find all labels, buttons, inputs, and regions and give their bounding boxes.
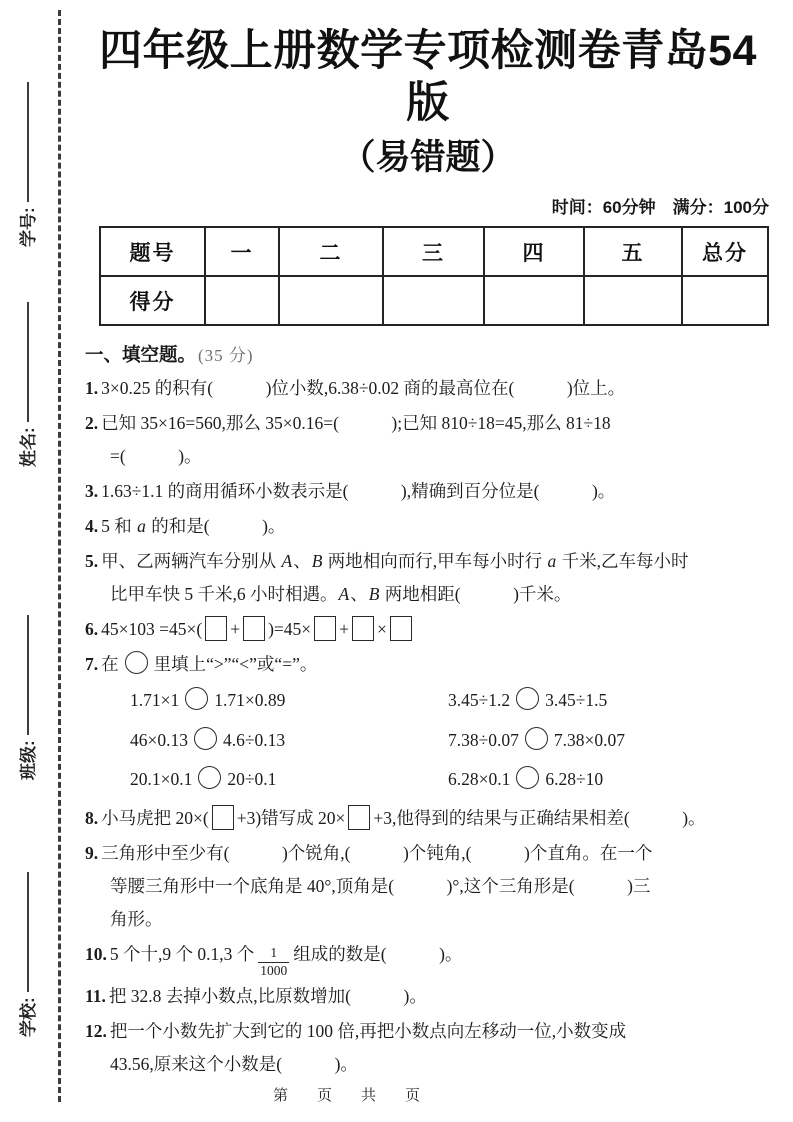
write-in-line [27,302,29,422]
exam-page [85,0,771,1083]
sidebar-field-student-id [14,82,39,247]
compare-item: 20.1×0.1 20÷0.1 [130,760,448,800]
question-5: 5. 甲、乙两辆汽车分别从 A、B 两地相向而行,甲车每小时行 a 千米,乙车每小时 比甲车快 5 千米,6 小时相遇。A、B 两地相距( )千米。 [85,551,689,604]
compare-circle [185,687,208,710]
question-number: 12. [85,1020,107,1041]
score-table-header-cell: 总分 [682,227,768,276]
score-table-header-cell: 四 [484,227,584,276]
question-12: 12. 把一个小数先扩大到它的 100 倍,再把小数点向左移动一位,小数变成 43.56,原来这个小数是( )。 [85,1020,627,1074]
question-3: 3. 1.63÷1.1 的商用循环小数表示是( ),精确到百分位是( )。 [85,481,616,501]
question-number: 6. [85,619,99,639]
write-in-line [27,872,29,992]
score-table [99,226,769,326]
write-in-line [27,615,29,735]
compare-circle [198,766,221,789]
compare-circle [194,727,217,750]
score-cell [279,276,383,325]
compare-item: 6.28×0.1 6.28÷10 [448,760,771,800]
answer-box [314,616,336,641]
sidebar-field-label: 姓名: [19,427,38,467]
answer-box [243,616,265,641]
score-table-header-cell: 三 [383,227,484,276]
question-7: 7. 在 里填上“>”“<”或“=”。 1.71×1 1.71×0.89 3.45÷1.2 3.45÷1.5 46×0.13 4.6÷0.13 7.38÷0.07 7.38×0.07 20.1×0.1 20÷0.1 6.28×0.1 6.28÷10 [85,648,771,800]
question-number: 1. [85,378,99,398]
score-table-header-cell: 一 [205,227,279,276]
compare-item: 46×0.13 4.6÷0.13 [130,721,448,761]
compare-circle [125,651,148,674]
variable: a [137,516,146,536]
answer-box [352,616,374,641]
answer-box [390,616,412,641]
section-points: (35 分) [198,346,254,365]
variable: B [368,584,380,604]
compare-item: 7.38÷0.07 7.38×0.07 [448,721,771,761]
compare-circle [516,687,539,710]
variable: A [281,551,293,571]
compare-item: 3.45÷1.2 3.45÷1.5 [448,681,771,721]
answer-box [348,805,370,830]
question-9: 9. 三角形中至少有( )个锐角,( )个钝角,( )个直角。在一个 等腰三角形中一个底角是 40°,顶角是( )°,这个三角形是( )三 角形。 [85,842,653,929]
score-table-header-cell: 二 [279,227,383,276]
score-cell [484,276,584,325]
question-number: 11. [85,985,106,1006]
variable: a [547,551,557,571]
score-cell [584,276,682,325]
score-table-header-cell: 题号 [100,227,205,276]
section-heading [85,341,771,367]
question-number: 4. [85,516,99,536]
question-number: 3. [85,481,99,501]
sidebar-field-label: 学校: [19,997,38,1037]
question-10: 10. 5 个十,9 个 0.1,3 个 $\frac{1}{1000}$ 组成的数是( )。 [85,943,463,978]
section-title: 一、填空题。 [85,344,197,365]
answer-box [212,805,234,830]
time-score-info: 时间：60分钟 满分：100分 [551,198,769,217]
question-4: 4. 5 和 a 的和是( )。 [85,516,286,536]
score-label-cell: 得分 [100,276,205,325]
compare-circle [516,766,539,789]
question-6: 6. 45×103 =45×( + )=45× + × [85,613,771,646]
question-number: 10. [85,943,107,964]
question-8: 8. 小马虎把 20×( +3)错写成 20× +3,他得到的结果与正确结果相差( )。 [85,802,771,835]
score-cell [383,276,484,325]
fraction-denominator: 1000 [260,962,288,978]
answer-box [205,616,227,641]
question-1: 1. 3×0.25 的积有( )位小数,6.38÷0.02 商的最高位在( )位上。 [85,378,626,398]
compare-grid [130,681,771,800]
fold-dashed-line [58,10,61,1102]
question-number: 8. [85,807,99,828]
page-footer: 第 页 共 页 [272,1087,427,1104]
page-subtitle: （易错题） [340,138,516,177]
score-cell [205,276,279,325]
sidebar-field-label: 学号: [19,207,38,247]
score-cell [682,276,768,325]
sidebar-field-label: 班级: [19,740,38,780]
write-in-line [27,82,29,202]
question-2: 2. 已知 35×16=560,那么 35×0.16=( );已知 810÷18=45,那么 81÷18 =( )。 [85,413,611,466]
compare-item: 1.71×1 1.71×0.89 [130,681,448,721]
question-number: 5. [85,551,99,571]
sidebar-field-school [14,872,39,1037]
question-number: 7. [85,654,99,674]
questions [85,372,771,1081]
question-number: 9. [85,842,99,863]
page-title: 四年级上册数学专项检测卷青岛54版 [99,27,757,127]
variable: B [311,551,323,571]
fraction [258,946,289,977]
score-table-score-row [100,276,768,325]
sidebar-field-class [14,615,39,780]
fraction-numerator: 1 [258,946,289,962]
variable: A [338,584,350,604]
compare-circle [525,727,548,750]
question-11: 11. 把 32.8 去掉小数点,比原数增加( )。 [85,985,427,1006]
question-number: 2. [85,413,99,433]
sidebar-field-name [14,302,39,467]
score-table-header-row [100,227,768,276]
score-table-header-cell: 五 [584,227,682,276]
